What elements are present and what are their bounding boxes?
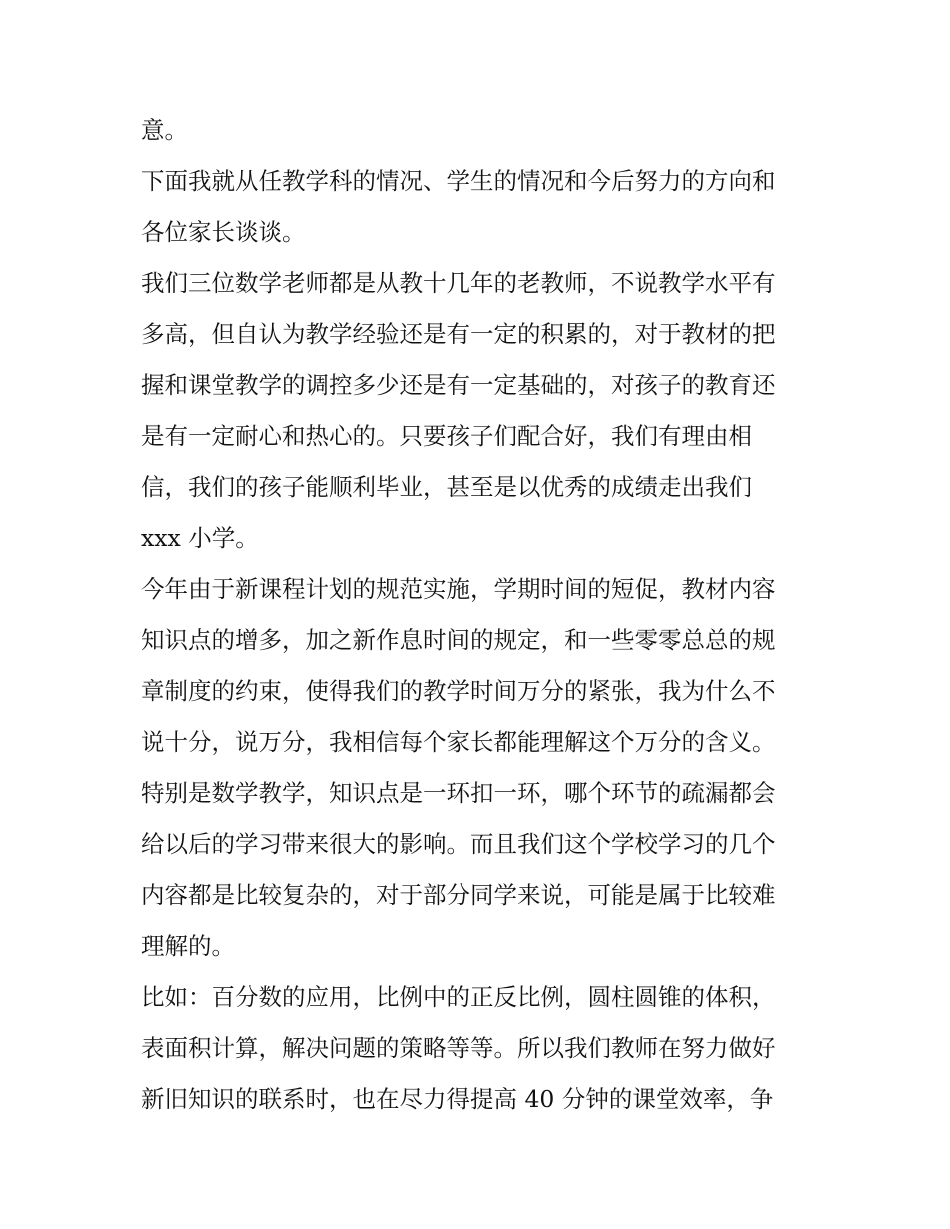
text-line: 意。	[141, 116, 188, 144]
text-line: 说十分，说万分，我相信每个家长都能理解这个万分的含义。	[141, 728, 776, 756]
text-line: 内容都是比较复杂的，对于部分同学来说，可能是属于比较难	[141, 881, 776, 909]
text-line: 下面我就从任教学科的情况、学生的情况和今后努力的方向和	[141, 167, 776, 195]
text-line: 比如：百分数的应用，比例中的正反比例，圆柱圆锥的体积，	[141, 983, 776, 1011]
text-line: 章制度的约束，使得我们的教学时间万分的紧张，我为什么不	[141, 677, 776, 705]
text-line: 新旧知识的联系时，也在尽力得提高 40 分钟的课堂效率，争	[141, 1085, 774, 1113]
text-line: 知识点的增多，加之新作息时间的规定，和一些零零总总的规	[141, 626, 776, 654]
document-body	[141, 105, 821, 1125]
text-line: xxx 小学。	[141, 524, 259, 552]
text-line: 表面积计算，解决问题的策略等等。所以我们教师在努力做好	[141, 1034, 776, 1062]
text-line: 给以后的学习带来很大的影响。而且我们这个学校学习的几个	[141, 830, 776, 858]
text-line: 信，我们的孩子能顺利毕业，甚至是以优秀的成绩走出我们	[141, 473, 752, 501]
text-line: 是有一定耐心和热心的。只要孩子们配合好，我们有理由相	[141, 422, 752, 450]
text-line: 今年由于新课程计划的规范实施，学期时间的短促，教材内容	[141, 575, 776, 603]
text-line: 特别是数学教学，知识点是一环扣一环，哪个环节的疏漏都会	[141, 779, 776, 807]
text-line: 握和课堂教学的调控多少还是有一定基础的，对孩子的教育还	[141, 371, 776, 399]
text-line: 各位家长谈谈。	[141, 218, 306, 246]
text-line: 理解的。	[141, 932, 235, 960]
text-line: 我们三位数学老师都是从教十几年的老教师，不说教学水平有	[141, 269, 776, 297]
text-line: 多高，但自认为教学经验还是有一定的积累的，对于教材的把	[141, 320, 776, 348]
